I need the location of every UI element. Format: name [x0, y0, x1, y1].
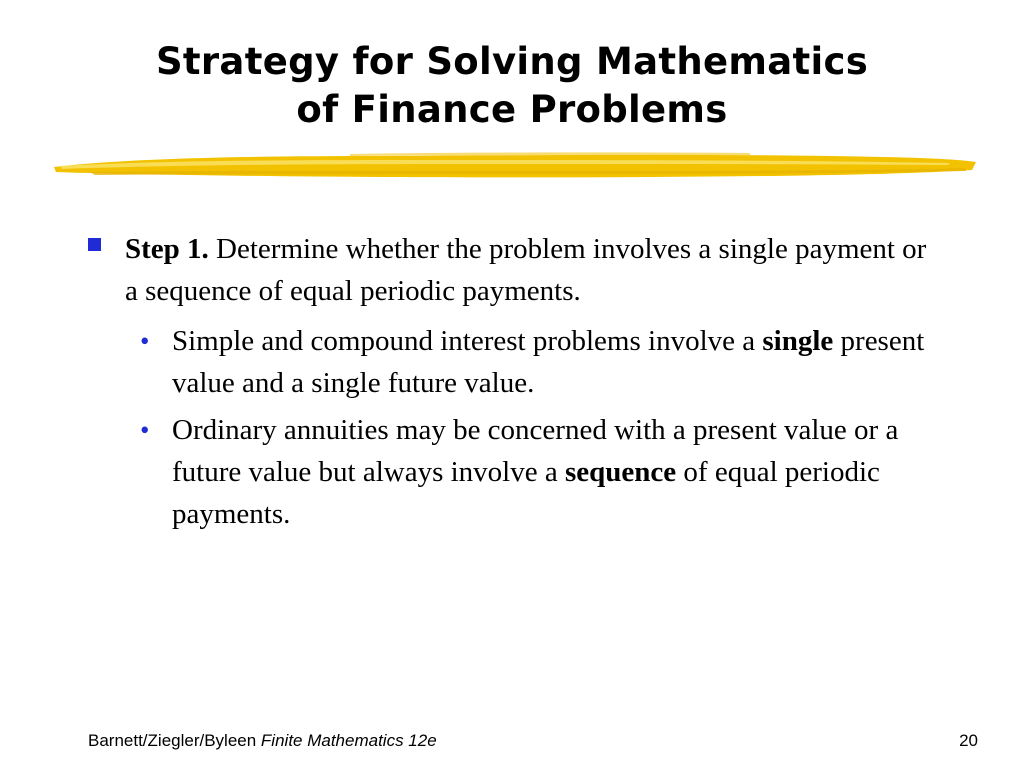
subpoint-simple-compound [172, 320, 932, 404]
round-bullet-icon: • [140, 326, 150, 356]
slide-title-line-1: Strategy for Solving Mathematics [155, 40, 869, 83]
page-number: 20 [959, 731, 978, 750]
subpoint-1-bold: single [762, 325, 834, 357]
subpoint-2-text-after: of equal periodic payments. [172, 456, 880, 530]
subpoint-2-text-before: Ordinary annuities may be concerned with a present value or a future value but always involve a [172, 414, 899, 488]
step-1-label: Step 1. [125, 233, 209, 265]
subpoint-1-text-before: Simple and compound interest problems involve a [172, 325, 763, 357]
footer-citation [88, 731, 437, 751]
step-1-text: Determine whether the problem involves a single payment or a sequence of equal periodic payments. [125, 233, 927, 307]
yellow-brush-stroke-divider [50, 144, 980, 184]
footer-book-title: Finite Mathematics 12e [260, 731, 437, 750]
slide-title-line-2: of Finance Problems [296, 88, 728, 131]
round-bullet-icon: • [140, 415, 150, 445]
step-1-paragraph [125, 228, 945, 312]
square-bullet-icon [88, 238, 101, 251]
footer-authors: Barnett/Ziegler/Byleen [88, 731, 261, 750]
subpoint-2-bold: sequence [565, 456, 677, 488]
subpoint-ordinary-annuities [172, 409, 932, 535]
subpoint-1-text-after: present value and a single future value. [172, 325, 925, 399]
slide-title [60, 38, 964, 134]
